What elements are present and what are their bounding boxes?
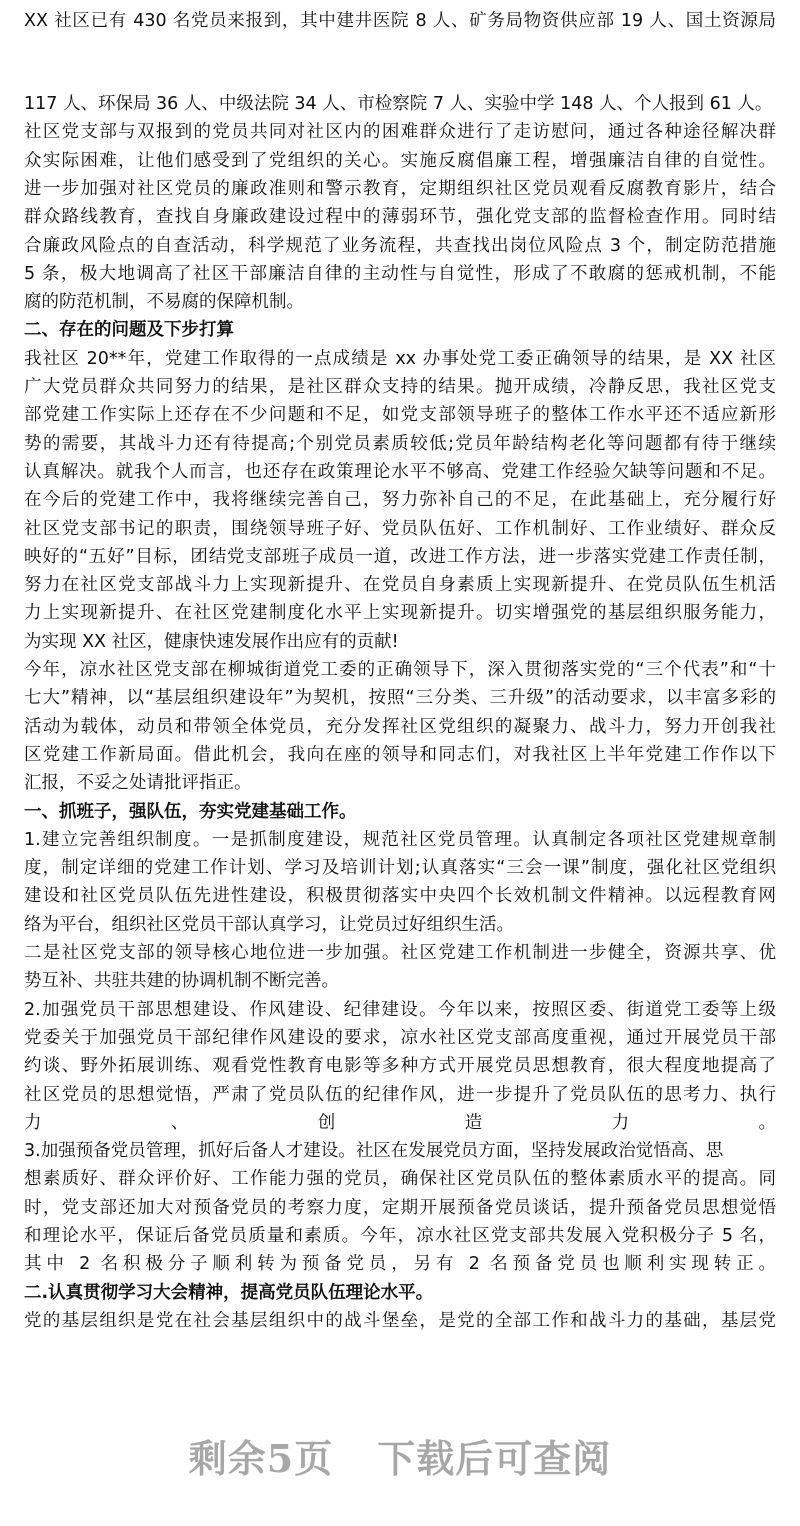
section-heading: 一、抓班子，强队伍，夯实党建基础工作。 [24,801,357,822]
text-line: 我社区 20**年，党建工作取得的一点成绩是 xx 办事处党工委正确领导的结果，是 XX 社区 [24,348,776,369]
text-line: 今年，凉水社区党支部在柳城街道党工委的正确领导下，深入贯彻落实党的“三个代表”和“十 [24,660,776,680]
text-line: 努力在社区党支部战斗力上实现新提升、在党员自身素质上实现新提升、在党员队伍生机活 [24,575,776,596]
text-line: 七大”精神，以“基层组织建设年”为契机，按照“三分类、三升级”的活动要求，以丰富多彩的 [24,688,776,709]
text-line: 合廉政风险点的自查活动，科学规范了业务流程，共查找出岗位风险点 3 个，制定防范措施 [24,235,776,256]
text-line: 约谈、野外拓展训练、观看党性教育电影等多种方式开展党员思想教育，很大程度地提高了 [24,1056,776,1077]
text-line: 和理论水平，保证后备党员质量和素质。今年，凉水社区党支部共发展入党积极分子 5 名， [24,1226,776,1246]
text-line: 建设和社区党员队伍先进性建设，积极贯彻落实中央四个长效机制文件精神。以远程教育网 [24,886,776,907]
text-line: 党委关于加强党员干部纪律作风建设的要求，凉水社区党支部高度重视，通过开展党员干部 [24,1027,776,1048]
text-line: 群众路线教育，查找自身廉政建设过程中的薄弱环节，强化党支部的监督检查作用。同时结 [24,207,776,228]
text-line: 广大党员群众共同努力的结果，是社区群众支持的结果。抛开成绩，冷静反思，我社区党支 [24,377,776,397]
text-line: 1.建立完善组织制度。一是抓制度建设，规范社区党员管理。认真制定各项社区党建规章制 [24,829,776,850]
text-line: 社区党员的思想觉悟，严肃了党员队伍的纪律作风，进一步提升了党员队伍的思考力、执行 [24,1084,776,1105]
download-banner[interactable] [0,1428,800,1483]
text-line: 其中 2 名积极分子顺利转为预备党员，另有 2 名预备党员也顺利实现转正。 [24,1254,776,1275]
text-line: 映好的“五好”目标，团结党支部班子成员一道，改进工作方法，进一步落实党建工作责任制， [24,546,776,567]
text-line: 想素质好、群众评价好、工作能力强的党员，确保社区党员队伍的整体素质水平的提高。同 [24,1169,776,1190]
text-line: 117 人、环保局 36 人、中级法院 34 人、市检察院 7 人、实验中学 148 人、个人报到 61 人。 [24,94,773,114]
text-line: 区党建工作新局面。借此机会，我向在座的领导和同志们，对我社区上半年党建工作作以下 [24,744,776,765]
text-line: 社区党支部与双报到的党员共同对社区内的困难群众进行了走访慰问，通过各种途径解决群 [24,122,776,143]
text-line: 二是社区党支部的领导核心地位进一步加强。社区党建工作机制进一步健全，资源共享、优 [24,943,776,963]
text-line: 腐的防范机制，不易腐的保障机制。 [24,292,304,313]
text-line: 5 条，极大地调高了社区干部廉洁自律的主动性与自觉性，形成了不敢腐的惩戒机制，不能 [24,263,776,284]
text-line: 社区党支部书记的职责，围绕领导班子好、党员队伍好、工作机制好、工作业绩好、群众反 [24,518,776,539]
text-line: 认真解决。就我个人而言，也还存在政策理论水平不够高、党建工作经验欠缺等问题和不足。 [24,461,776,482]
text-line: 在今后的党建工作中，我将继续完善自己，努力弥补自己的不足，在此基础上，充分履行好 [24,490,776,511]
text-line: 2.加强党员干部思想建设、作风建设、纪律建设。今年以来，按照区委、街道党工委等上级 [24,999,776,1020]
text-line: 活动为载体，动员和带领全体党员，充分发挥社区党组织的凝聚力、战斗力，努力开创我社 [24,716,776,737]
text-line: 进一步加强对社区党员的廉政准则和警示教育，定期组织社区党员观看反腐教育影片，结合 [24,178,776,199]
text-line: 力上实现新提升、在社区党建制度化水平上实现新提升。切实增强党的基层组织服务能力， [24,603,776,624]
text-line: 时，党支部还加大对预备党员的考察力度，定期开展预备党员谈话，提升预备党员思想觉悟 [24,1197,776,1218]
text-line: 势的需要，其战斗力还有待提高;个别党员素质较低;党员年龄结构老化等问题都有待于继续 [24,433,776,454]
section-heading: 二.认真贯彻学习大会精神，提高党员队伍理论水平。 [24,1282,434,1303]
text-line: 众实际困难，让他们感受到了党组织的关心。实施反腐倡廉工程，增强廉洁自律的自觉性。 [24,150,776,171]
remaining-pages-label: 剩余5页 [188,1436,334,1481]
text-line: 党的基层组织是党在社会基层组织中的战斗堡垒，是党的全部工作和战斗力的基础，基层党 [24,1310,776,1331]
document-first-line: XX 社区已有 430 名党员来报到，其中建井医院 8 人、矿务局物资供应部 19 人、国土资源局 [24,11,776,31]
text-line: 络为平台，组织社区党员干部认真学习，让党员过好组织生活。 [24,914,514,935]
section-heading: 二、存在的问题及下步打算 [24,320,234,341]
text-line: 力、创造力。 [24,1112,776,1133]
text-line: 为实现 XX 社区，健康快速发展作出应有的贡献! [24,631,399,652]
text-line: 部党建工作实际上还存在不少问题和不足，如党支部领导班子的整体工作水平还不适应新形 [24,405,776,426]
download-prompt-label[interactable]: 下载后可查阅 [377,1436,612,1481]
text-line: 势互补、共驻共建的协调机制不断完善。 [24,971,339,992]
text-line: 度，制定详细的党建工作计划、学习及培训计划;认真落实“三会一课”制度，强化社区党组织 [24,858,776,879]
text-line: 汇报，不妥之处请批评指正。 [24,773,252,794]
text-line: 3.加强预备党员管理，抓好后备人才建设。社区在发展党员方面，坚持发展政治觉悟高、思 [24,1141,724,1162]
